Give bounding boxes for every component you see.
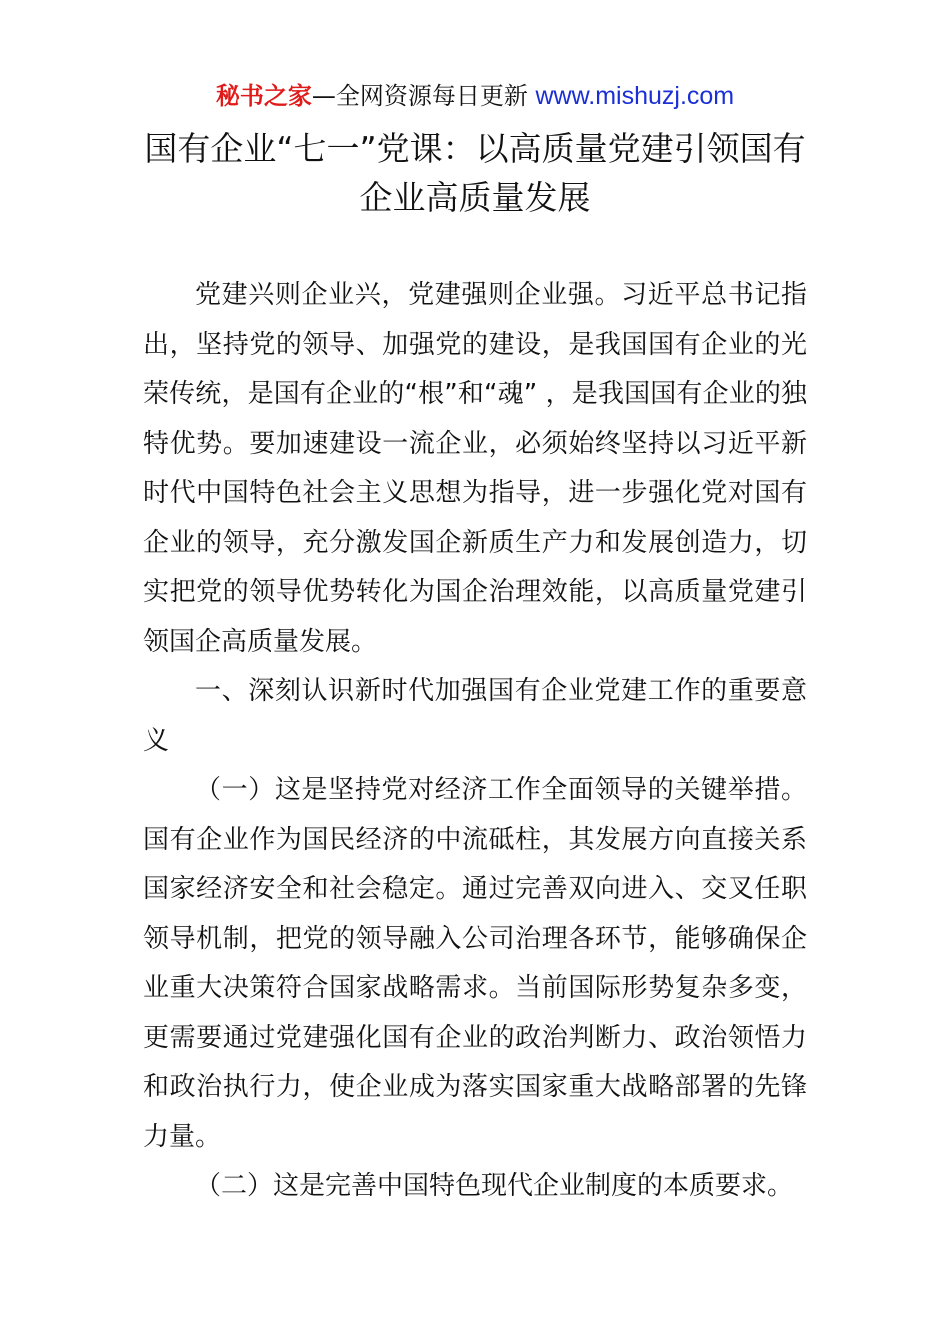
paragraph-point-1: （一）这是坚持党对经济工作全面领导的关键举措。国有企业作为国民经济的中流砥柱，其发展方向直接关系国家经济安全和社会稳定。通过完善双向进入、交叉任职领导机制，把党的领导融入公司治理各环节，能够确保企业重大决策符合国家战略需求。当前国际形势复杂多变，更需要通过党建强化国有企业的政治判断力、政治领悟力和政治执行力，使企业成为落实国家重大战略部署的先锋力量。 — [143, 775, 807, 1152]
document-title: 国有企业“七一”党课：以高质量党建引领国有企业高质量发展 — [144, 129, 806, 217]
document-body — [143, 271, 807, 1212]
site-url[interactable]: www.mishuzj.com — [535, 82, 735, 110]
site-header — [0, 80, 950, 112]
paragraph-intro: 党建兴则企业兴，党建强则企业强。习近平总书记指出，坚持党的领导、加强党的建设，是我国国有企业的光荣传统，是国有企业的“根”和“魂” ，是我国国有企业的独特优势。要加速建设一流企业，必须始终坚持以习近平新时代中国特色社会主义思想为指导，进一步强化党对国有企业的领导，充分激发国企新质生产力和发展创造力，切实把党的领导优势转化为国企治理效能，以高质量党建引领国企高质量发展。 — [143, 280, 807, 657]
section-heading-1: 一、深刻认识新时代加强国有企业党建工作的重要意义 — [143, 676, 807, 756]
site-brand: 秘书之家 — [215, 82, 312, 110]
paragraph-point-2: （二）这是完善中国特色现代企业制度的本质要求。 — [195, 1171, 794, 1201]
site-slogan: —全网资源每日更新 — [311, 82, 528, 110]
